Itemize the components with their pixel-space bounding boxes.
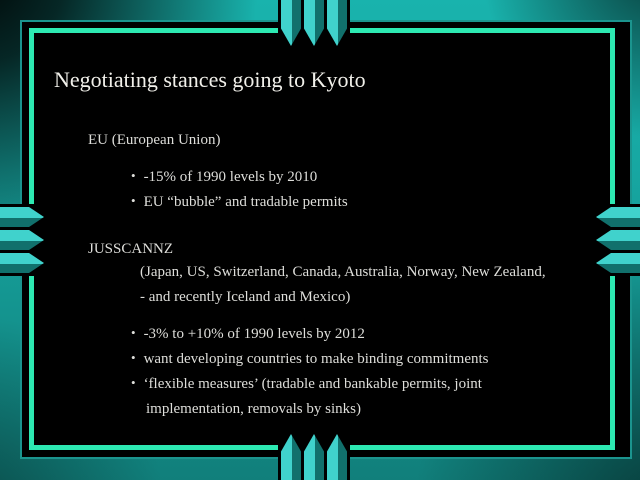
jusscannz-bullet-3-text: ‘flexible measures’ (tradable and bankable permits, joint — [143, 376, 482, 392]
ribbon-bar-icon — [327, 0, 347, 46]
jusscannz-bullet-1-text: -3% to +10% of 1990 levels by 2012 — [143, 326, 365, 342]
bullet-icon: • — [131, 193, 136, 208]
ribbon-bar-icon — [0, 207, 44, 227]
ribbon-bar-icon — [304, 0, 324, 46]
jusscannz-members-line-2: - and recently Iceland and Mexico) — [140, 289, 351, 305]
bullet-icon: • — [131, 325, 136, 340]
ribbon-bar-icon — [281, 0, 301, 46]
jusscannz-bullet-1 — [131, 325, 365, 343]
bullet-icon: • — [131, 375, 136, 390]
left-ribbon-icon — [0, 204, 46, 276]
eu-bullet-1 — [131, 168, 317, 186]
bullet-icon: • — [131, 168, 136, 183]
jusscannz-bullet-2 — [131, 350, 489, 368]
ribbon-bar-icon — [327, 434, 347, 480]
jusscannz-bullet-3-continuation: implementation, removals by sinks) — [146, 401, 361, 417]
ribbon-bar-icon — [0, 230, 44, 250]
slide-title: Negotiating stances going to Kyoto — [54, 67, 366, 92]
jusscannz-bullet-2-text: want developing countries to make binding commitments — [143, 351, 489, 367]
top-ribbon-icon — [278, 0, 350, 47]
eu-bullet-1-text: -15% of 1990 levels by 2010 — [143, 169, 318, 185]
ribbon-bar-icon — [596, 253, 640, 273]
eu-bullet-2-text: EU “bubble” and tradable permits — [143, 194, 348, 210]
jusscannz-bullet-3 — [131, 375, 482, 393]
bottom-ribbon-icon — [278, 433, 350, 480]
ribbon-bar-icon — [281, 434, 301, 480]
bullet-icon: • — [131, 350, 136, 365]
right-ribbon-icon — [594, 204, 640, 276]
eu-heading: EU (European Union) — [88, 132, 221, 148]
jusscannz-members-line-1: (Japan, US, Switzerland, Canada, Australia, Norway, New Zealand, — [140, 264, 546, 280]
jusscannz-heading: JUSSCANNZ — [88, 241, 174, 257]
eu-bullet-2 — [131, 193, 348, 211]
ribbon-bar-icon — [0, 253, 44, 273]
ribbon-bar-icon — [596, 230, 640, 250]
ribbon-bar-icon — [304, 434, 324, 480]
ribbon-bar-icon — [596, 207, 640, 227]
